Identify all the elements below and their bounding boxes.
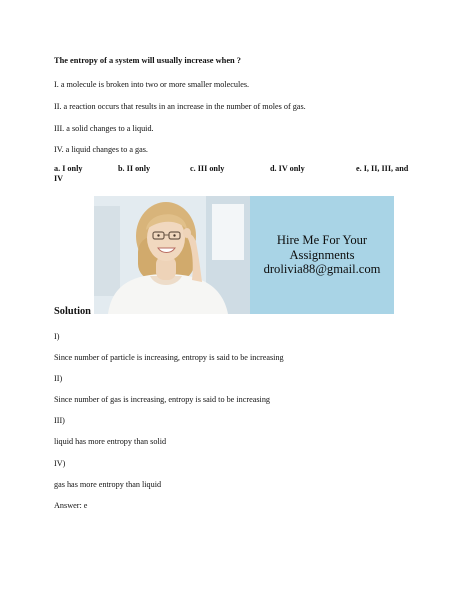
solution-line-4: Since number of gas is increasing, entropy is said to be increasing xyxy=(54,395,271,404)
statement-2: II. a reaction occurs that results in an increase in the number of moles of gas. xyxy=(54,102,306,111)
solution-line-2: Since number of particle is increasing, entropy is said to be increasing xyxy=(54,353,284,362)
option-d: d. IV only xyxy=(270,164,305,173)
woman-portrait-illustration xyxy=(94,196,250,314)
solution-line-8: gas has more entropy than liquid xyxy=(54,480,162,489)
solution-answer: Answer: e xyxy=(54,501,88,510)
solution-line-6: liquid has more entropy than solid xyxy=(54,437,167,446)
ad-line-2: Assignments xyxy=(289,247,355,262)
option-e-continuation: IV xyxy=(54,174,64,183)
solution-line-7: IV) xyxy=(54,459,66,468)
ad-line-1: Hire Me For Your xyxy=(276,233,368,248)
solution-line-5: III) xyxy=(54,416,65,425)
option-c: c. III only xyxy=(190,164,225,173)
option-a: a. I only xyxy=(54,164,83,173)
ad-email: drolivia88@gmail.com xyxy=(263,262,381,277)
question-title: The entropy of a system will usually increase when ? xyxy=(54,56,241,65)
option-b: b. II only xyxy=(118,164,151,173)
solution-line-1: I) xyxy=(54,332,60,341)
solution-heading: Solution xyxy=(54,306,91,317)
statement-3: III. a solid changes to a liquid. xyxy=(54,124,154,133)
ad-text-panel xyxy=(250,196,394,314)
statement-1: I. a molecule is broken into two or more smaller molecules. xyxy=(54,80,250,89)
ad-photo xyxy=(94,196,250,314)
solution-line-3: II) xyxy=(54,374,63,383)
statement-4: IV. a liquid changes to a gas. xyxy=(54,145,148,154)
option-e: e. I, II, III, and xyxy=(356,164,409,173)
advertisement-banner xyxy=(94,196,394,314)
